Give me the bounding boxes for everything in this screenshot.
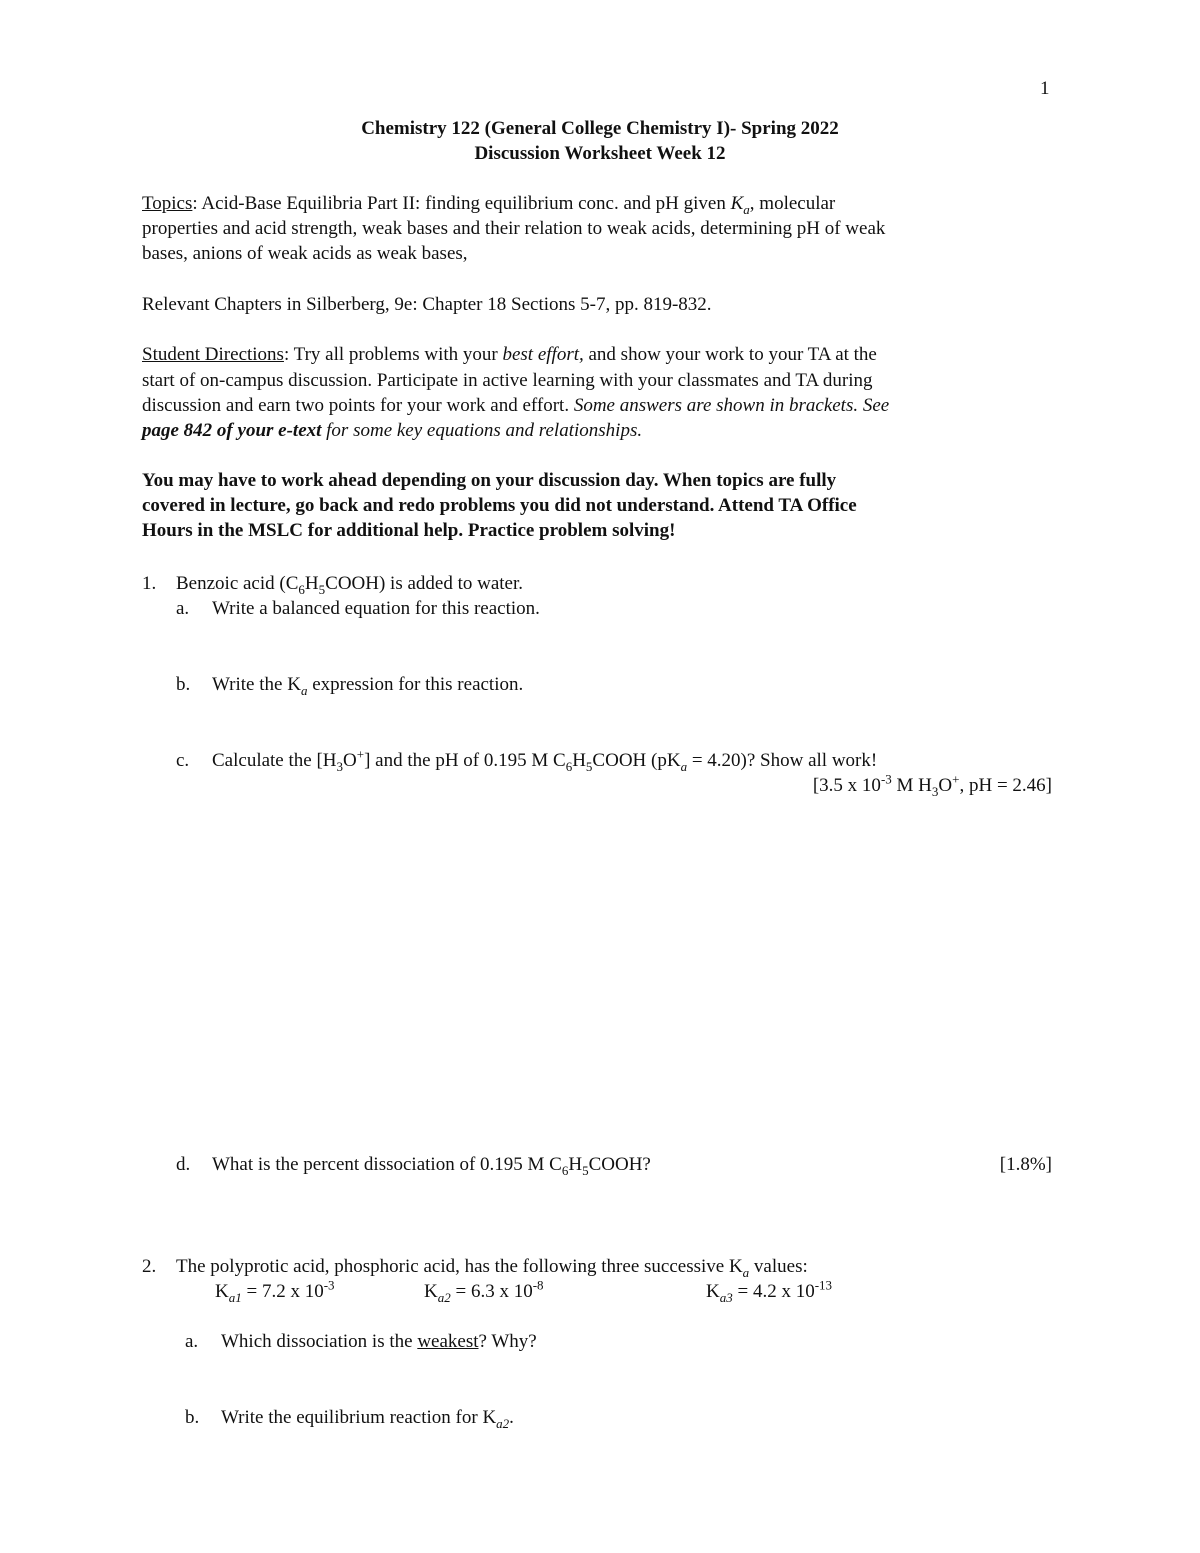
q2-stem: The polyprotic acid, phosphoric acid, has the following three successive $K_a$ values: (176, 1256, 808, 1280)
q1b-letter: b. (176, 674, 191, 695)
q1d-answer: [1.8%] (999, 1154, 1052, 1175)
q2a-text: Which dissociation is the weakest? Why? (221, 1331, 537, 1352)
q2-ka3-value: $K_{a3} = 4.2$ x $10^{-13}$ (706, 1277, 833, 1305)
relevant-chapters: Relevant Chapters in Silberberg, 9e: Chapter 18 Sections 5-7, pp. 819-832. (142, 294, 712, 315)
directions-label: Student Directions (142, 344, 284, 365)
q1a-letter: a. (176, 598, 190, 619)
directions-line-4: page 842 of your e-text for some key equations and relationships. (142, 420, 643, 441)
notice-line-3: Hours in the MSLC for additional help. Practice problem solving! (142, 520, 676, 541)
page-number: 1 (1040, 78, 1050, 99)
topics-line-3: bases, anions of weak acids as weak bases, (142, 243, 468, 264)
q1-number: 1. (142, 573, 157, 594)
q2-number: 2. (142, 1256, 157, 1277)
q2b-letter: b. (185, 1407, 200, 1428)
notice-line-2: covered in lecture, go back and redo problems you did not understand. Attend TA Office (142, 495, 857, 516)
q1c-text: Calculate the $[H_3O^+]$ and the pH of 0.195 M $C_6H_5COOH$ $(pK_a = 4.20)$? Show all work! (212, 746, 878, 774)
topics-line-2: properties and acid strength, weak bases and their relation to weak acids, determining pH of weak (142, 218, 886, 239)
directions-line-1: Student Directions: Try all problems with your best effort, and show your work to your TA at the (142, 344, 877, 365)
q1c-letter: c. (176, 750, 190, 771)
q1a-text: Write a balanced equation for this reaction. (212, 598, 540, 619)
worksheet-subtitle: Discussion Worksheet Week 12 (474, 143, 726, 164)
topics-label: Topics (142, 193, 193, 214)
q2b-text: Write the equilibrium reaction for $K_{a2}$. (221, 1407, 514, 1431)
q1d-text: What is the percent dissociation of 0.195 M $C_6H_5COOH$? (212, 1154, 651, 1178)
q2-ka1-value: $K_{a1} = 7.2$ x $10^{-3}$ (215, 1277, 335, 1305)
directions-line-2: start of on-campus discussion. Participate in active learning with your classmates and TA during (142, 370, 873, 391)
directions-line-3: discussion and earn two points for your work and effort. Some answers are shown in brackets. See (142, 395, 890, 416)
worksheet-title: Chemistry 122 (General College Chemistry I)- Spring 2022 (361, 118, 839, 139)
q1-stem: Benzoic acid $(C_6H_5COOH)$ is added to water. (176, 573, 524, 597)
q2a-letter: a. (185, 1331, 199, 1352)
q2-ka2-value: $K_{a2} = 6.3$ x $10^{-8}$ (424, 1277, 544, 1305)
q1c-answer: [3.5 x $10^{-3}$ M $H_3O^+$, pH = 2.46] (812, 771, 1052, 799)
q1b-text: Write the $K_a$ expression for this reaction. (212, 674, 524, 698)
notice-line-1: You may have to work ahead depending on your discussion day. When topics are fully (142, 470, 837, 491)
q1d-letter: d. (176, 1154, 191, 1175)
topics-line-1: Topics: Acid-Base Equilibria Part II: finding equilibrium conc. and pH given $K_a$, molecular (142, 193, 836, 217)
